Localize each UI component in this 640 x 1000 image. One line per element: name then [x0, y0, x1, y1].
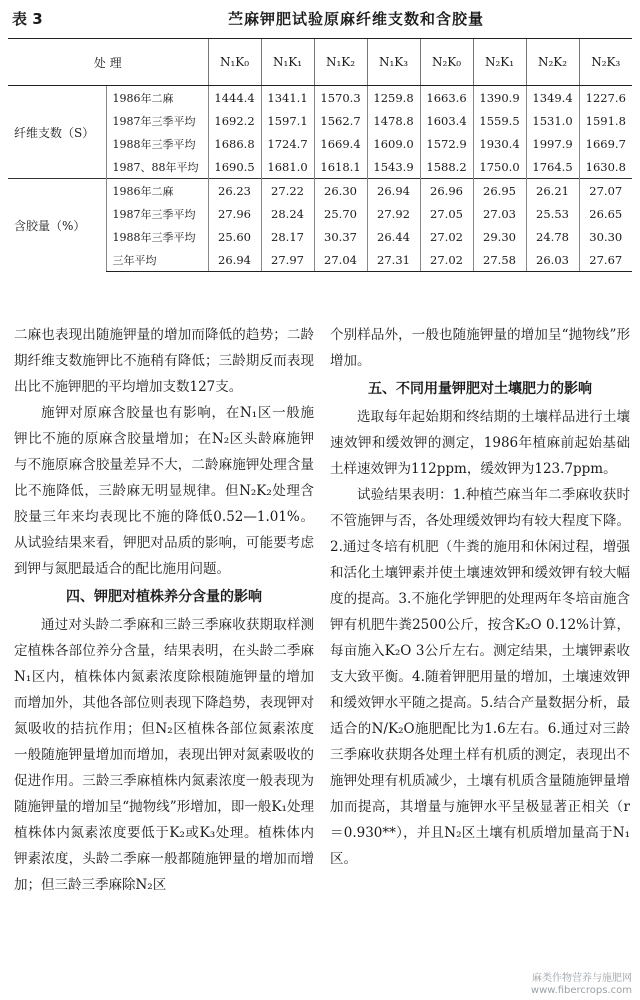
- table-cell: 1692.2: [208, 109, 261, 132]
- table-cell: 25.60: [208, 225, 261, 248]
- watermark: [531, 973, 632, 997]
- table-row: [8, 86, 632, 110]
- table-cell: 30.30: [579, 225, 632, 248]
- table-cell: 26.44: [367, 225, 420, 248]
- table-cell: 24.78: [526, 225, 579, 248]
- table-cell: 1750.0: [473, 155, 526, 179]
- table-cell: 1572.9: [420, 132, 473, 155]
- right-text-column: [330, 322, 630, 872]
- table-cell: 1609.0: [367, 132, 420, 155]
- table-cell: 1681.0: [261, 155, 314, 179]
- paragraph: 个别样品外，一般也随施钾量的增加呈“抛物线”形增加。: [330, 327, 630, 369]
- table-cell: 26.23: [208, 179, 261, 203]
- table-cell: 26.94: [208, 248, 261, 272]
- table-cell: 27.04: [314, 248, 367, 272]
- table-cell: 1690.5: [208, 155, 261, 179]
- paragraph: 试验结果表明：1.种植苎麻当年二季麻收获时不管施钾与否，各处理缓效钾均有较大程度下降。2.通过冬培有机肥（牛粪的施用和休闲过程，增强和活化土壤钾素并使土壤速效钾和缓效钾有较大幅度的提高。3.不施化学钾肥的处理两年冬培亩施含钾有机肥牛粪2500公斤，按含K₂O 0.12%计算，每亩施入K₂O 3公斤左右。测定结果，土壤钾素收支大致平衡。4.随着钾肥用量的增加，土壤速效钾和缓效钾水平随之提高。5.结合产量数据分析，最适合的N/K₂O施肥配比为1.6左右。6.通过对三龄三季麻收获期各处理土样有机质的测定，表现出不施钾处理有机质减少，土壤有机质含量随施钾量增加而提高，其增量与施钾水平呈极显著正相关（r＝0.930**），并且N₂区土壤有机质增加量高于N₁区。: [330, 487, 630, 867]
- table-caption: [10, 6, 630, 30]
- table-cell: 1597.1: [261, 109, 314, 132]
- table-cell: 27.58: [473, 248, 526, 272]
- column-header: N₁K₂: [314, 39, 367, 86]
- corner-header: 处 理: [8, 39, 208, 86]
- table-cell: 1591.8: [579, 109, 632, 132]
- table-cell: 27.02: [420, 225, 473, 248]
- row-label: 1987年三季平均: [106, 202, 208, 225]
- table-cell: 1630.8: [579, 155, 632, 179]
- table-cell: 27.96: [208, 202, 261, 225]
- table-cell: 27.97: [261, 248, 314, 272]
- table-cell: 26.30: [314, 179, 367, 203]
- row-label: 1988年三季平均: [106, 132, 208, 155]
- table-title: 苎麻钾肥试验原麻纤维支数和含胶量: [228, 10, 485, 28]
- table-cell: 26.21: [526, 179, 579, 203]
- left-text-column: [14, 322, 314, 898]
- table-cell: 30.37: [314, 225, 367, 248]
- column-header: N₂K₃: [579, 39, 632, 86]
- table-cell: 1930.4: [473, 132, 526, 155]
- table-cell: 1686.8: [208, 132, 261, 155]
- group-label: 纤维支数（S）: [14, 125, 95, 140]
- table-cell: 28.17: [261, 225, 314, 248]
- table-cell: 1349.4: [526, 86, 579, 110]
- table-cell: 26.03: [526, 248, 579, 272]
- table-cell: 1341.1: [261, 86, 314, 110]
- row-label: 1988年三季平均: [106, 225, 208, 248]
- column-header: N₁K₁: [261, 39, 314, 86]
- table-cell: 1543.9: [367, 155, 420, 179]
- table-cell: 27.22: [261, 179, 314, 203]
- table-cell: 27.07: [579, 179, 632, 203]
- table-cell: 28.24: [261, 202, 314, 225]
- fiber-data-table: [8, 38, 632, 272]
- table-cell: 1562.7: [314, 109, 367, 132]
- row-label: 1987年三季平均: [106, 109, 208, 132]
- table-cell: 25.53: [526, 202, 579, 225]
- paragraph: 选取每年起始期和终结期的土壤样品进行土壤速效钾和缓效钾的测定，1986年植麻前起始基础土样速效钾为112ppm，缓效钾为123.7ppm。: [330, 409, 630, 477]
- row-label: 1986年二麻: [106, 179, 208, 203]
- table-cell: 1724.7: [261, 132, 314, 155]
- table-cell: 27.92: [367, 202, 420, 225]
- column-header: N₂K₂: [526, 39, 579, 86]
- table-cell: 27.31: [367, 248, 420, 272]
- section-heading: 四、钾肥对植株养分含量的影响: [66, 589, 262, 605]
- table-cell: 1669.7: [579, 132, 632, 155]
- paragraph: 通过对头龄二季麻和三龄三季麻收获期取样测定植株各部位养分含量，结果表明，在头龄二季麻N₁区内，植株体内氮素浓度除根随施钾量的增加而增加外，其他各部位则表现下降趋势，表现钾对氮吸收的拮抗作用；但N₂区植株各部位氮素浓度一般随施钾量增加而增加，表现出钾对氮素吸收的促进作用。三龄三季麻植株内氮素浓度一般表现为随施钾量的增加呈“抛物线”形增加，即一般K₁处理植株体内氮素浓度要低于K₂或K₃处理。植株体内钾素浓度，头龄二季麻一般都随施钾量的增加而增加；但三龄三季麻除N₂区: [14, 617, 314, 893]
- table-header-row: [8, 39, 632, 86]
- table-cell: 26.94: [367, 179, 420, 203]
- table-cell: 1259.8: [367, 86, 420, 110]
- table-cell: 27.67: [579, 248, 632, 272]
- table-cell: 26.96: [420, 179, 473, 203]
- table-cell: 1997.9: [526, 132, 579, 155]
- paragraph: 二麻也表现出随施钾量的增加而降低的趋势；二龄期纤维支数施钾比不施稍有降低；三龄期反而表现出比不施钾肥的平均增加支数127支。: [14, 327, 314, 395]
- table-cell: 1559.5: [473, 109, 526, 132]
- table-cell: 1618.1: [314, 155, 367, 179]
- column-header: N₂K₁: [473, 39, 526, 86]
- table-cell: 1764.5: [526, 155, 579, 179]
- table-cell: 1663.6: [420, 86, 473, 110]
- table-cell: 25.70: [314, 202, 367, 225]
- table-cell: 1603.4: [420, 109, 473, 132]
- table-cell: 27.03: [473, 202, 526, 225]
- column-header: N₁K₃: [367, 39, 420, 86]
- table-cell: 1444.4: [208, 86, 261, 110]
- section-heading: 五、不同用量钾肥对土壤肥力的影响: [368, 381, 592, 397]
- table-cell: 1588.2: [420, 155, 473, 179]
- row-label: 三年平均: [106, 248, 208, 272]
- table-number: 表 3: [12, 10, 43, 28]
- table-cell: 27.05: [420, 202, 473, 225]
- table-cell: 27.02: [420, 248, 473, 272]
- table-cell: 1227.6: [579, 86, 632, 110]
- table-cell: 26.65: [579, 202, 632, 225]
- column-header: N₁K₀: [208, 39, 261, 86]
- table-cell: 1570.3: [314, 86, 367, 110]
- table-cell: 1531.0: [526, 109, 579, 132]
- table-cell: 1478.8: [367, 109, 420, 132]
- row-label: 1986年二麻: [106, 86, 208, 110]
- watermark-name: 麻类作物营养与施肥网: [532, 973, 632, 984]
- column-header: N₂K₀: [420, 39, 473, 86]
- table-cell: 26.95: [473, 179, 526, 203]
- row-label: 1987、88年平均: [106, 155, 208, 179]
- paragraph: 施钾对原麻含胶量也有影响，在N₁区一般施钾比不施的原麻含胶量增加；在N₂区头龄麻施钾与不施原麻含胶量差异不大，二龄麻施钾处理含量比不施降低，三龄麻无明显规律。但N₂K₂处理含胶量三年来均表现比不施的降低0.52—1.01%。从试验结果来看，钾肥对品质的影响，可能要考虑到钾与氮肥最适合的配比施用问题。: [14, 405, 314, 577]
- watermark-url: www.fibercrops.com: [530, 985, 632, 996]
- table-cell: 1390.9: [473, 86, 526, 110]
- table-row: [8, 179, 632, 203]
- group-label: 含胶量（%）: [8, 179, 106, 272]
- table-cell: 29.30: [473, 225, 526, 248]
- table-cell: 1669.4: [314, 132, 367, 155]
